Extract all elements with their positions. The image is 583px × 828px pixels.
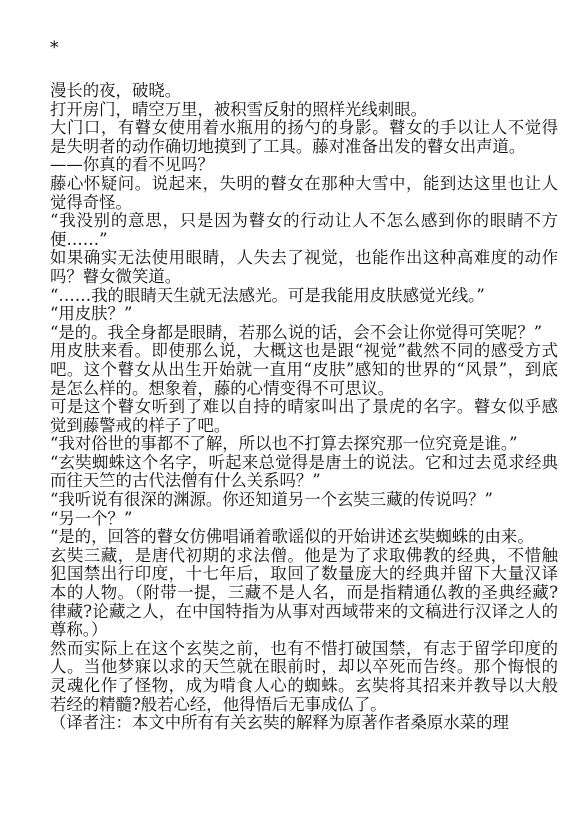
paragraph: 然而实际上在这个玄奘之前，也有不惜打破国禁，有志于留学印度的人。当他梦寐以求的天竺就在眼前时，却以卒死而告终。那个悔恨的灵魂化作了怪物，成为啃食人心的蜘蛛。玄奘将其招来并教导以大般若经的精髓?般若心经，他得悟后无事成仏了。 [50, 638, 558, 714]
paragraph: 漫长的夜，破晓。 [50, 81, 182, 100]
paragraph: 藤心怀疑问。说起来，失明的瞽女在那种大雪中，能到达这里也让人觉得奇怪。 [50, 173, 558, 212]
paragraph: “……我的眼睛天生就无法感光。可是我能用皮肤感觉光线。” [50, 285, 485, 305]
paragraph: “我没别的意思，只是因为瞽女的行动让人不怎么感到你的眼睛不方便……” [50, 211, 558, 249]
paragraph: “是的，回答的瞽女仿佛唱诵着歌谣似的开始讲述玄奘蜘蛛的由来。 [50, 527, 534, 547]
paragraph: “我对俗世的事都不了解，所以也不打算去探究那一位究竟是谁。” [50, 434, 518, 454]
paragraph: “我听说有很深的渊源。你还知道另一个玄奘三藏的传说吗？” [50, 490, 493, 510]
paragraph: 可是这个瞽女听到了难以自持的晴家叫出了景虎的名字。瞽女似乎感觉到藤警戒的样子了吧。 [50, 397, 558, 435]
paragraph: 用皮肤来看。即使那么说，大概这也是跟“视觉”截然不同的感受方式吧。这个瞽女从出生开始就一直用“皮肤”感知的世界的“风景”，到底是怎么样的。想象着，藤的心情变得不可思议。 [50, 341, 558, 398]
paragraph: （译者注：本文中所有有关玄奘的解释为原著作者桑原水菜的理 [50, 713, 509, 733]
paragraph: 大门口，有瞽女使用着水瓶用的扬勺的身影。瞽女的手以让人不觉得是失明者的动作确切地摸到了工具。藤对准备出发的瞽女出声道。 [50, 118, 558, 156]
paragraph: “另一个？” [50, 508, 133, 528]
paragraph: “玄奘蜘蛛这个名字，听起来总觉得是唐土的说法。它和过去觅求经典而往天竺的古代法僧有什么关系吗？” [50, 452, 558, 491]
paragraph: “用皮肤？” [50, 304, 133, 324]
section-mark: * [50, 38, 59, 58]
document-page [50, 38, 558, 733]
paragraph: 如果确实无法使用眼睛，人失去了视觉，也能作出这种高难度的动作吗？瞽女微笑道。 [50, 248, 558, 286]
paragraph: 玄奘三藏，是唐代初期的求法僧。他是为了求取佛教的经典，不惜触犯国禁出行印度，十七年后，取回了数量庞大的经典并留下大量汉译本的人物。（附带一提，三藏不是人名，而是指精通仏教的圣典经藏?律藏?论藏之人，在中国特指为从事对西域带来的文稿进行汉译之人的尊称。） [50, 545, 558, 640]
paragraph: 打开房门，晴空万里，被积雪反射的照样光线刺眼。 [50, 99, 427, 119]
paragraph: ——你真的看不见吗？ [50, 155, 214, 175]
paragraph: “是的。我全身都是眼睛，若那么说的话，会不会让你觉得可笑呢？” [50, 322, 543, 342]
